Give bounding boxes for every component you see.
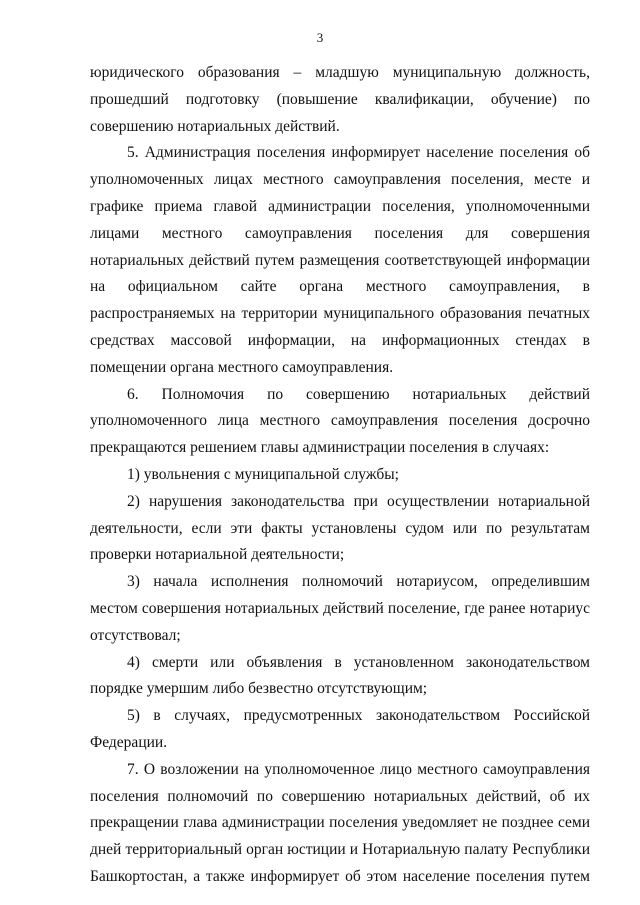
paragraph-7-notification: 7. О возложении на уполномоченное лицо местного самоуправления поселения полномочий по совершению нотариальных действий, об их прекращении глава администрации поселения уведомляет не позднее семи дней территориальный орган юстиции и Нотариальную палату Республики Башкортостан, а также информирует об этом население поселения путем — [90, 760, 590, 885]
list-item-6-4: 4) смерти или объявления в установленном законодательством порядке умершим либо безвестно отсутствующим; — [90, 653, 590, 698]
list-item-6-3: 3) начала исполнения полномочий нотариусом, определившим местом совершения нотариальных действий поселение, где ранее нотариус отсутствовал; — [90, 573, 590, 644]
paragraph-5-notification: 5. Администрация поселения информирует население поселения об уполномоченных лицах местного самоуправления поселения, месте и графике приема главой администрации поселения, уполномоченными лицами местного самоуправления поселения для совершения нотариальных действий путем размещения соответствующей информации на официальном сайте органа местного самоуправления, в распространяемых на территории муниципального образования печатных средствах массовой информации, на информационных стендах в помещении органа местного самоуправления. — [90, 144, 590, 376]
paragraph-continuation: юридического образования – младшую муниципальную должность, прошедший подготовку (повышение квалификации, обучение) по совершению нотариальных действий. — [90, 64, 590, 135]
page-number: 3 — [316, 30, 324, 45]
list-item-6-1: 1) увольнения с муниципальной службы; — [127, 465, 399, 483]
paragraph-6-termination: 6. Полномочия по совершению нотариальных действий уполномоченного лица местного самоуправления поселения досрочно прекращаются решением главы администрации поселения в случаях: — [90, 385, 590, 457]
list-item-6-2: 2) нарушения законодательства при осуществлении нотариальной деятельности, если эти факты установлены судом или по результатам проверки нотариальной деятельности; — [90, 492, 590, 564]
document-body — [90, 60, 590, 891]
list-item-6-5: 5) в случаях, предусмотренных законодательством Российской Федерации. — [90, 707, 590, 751]
